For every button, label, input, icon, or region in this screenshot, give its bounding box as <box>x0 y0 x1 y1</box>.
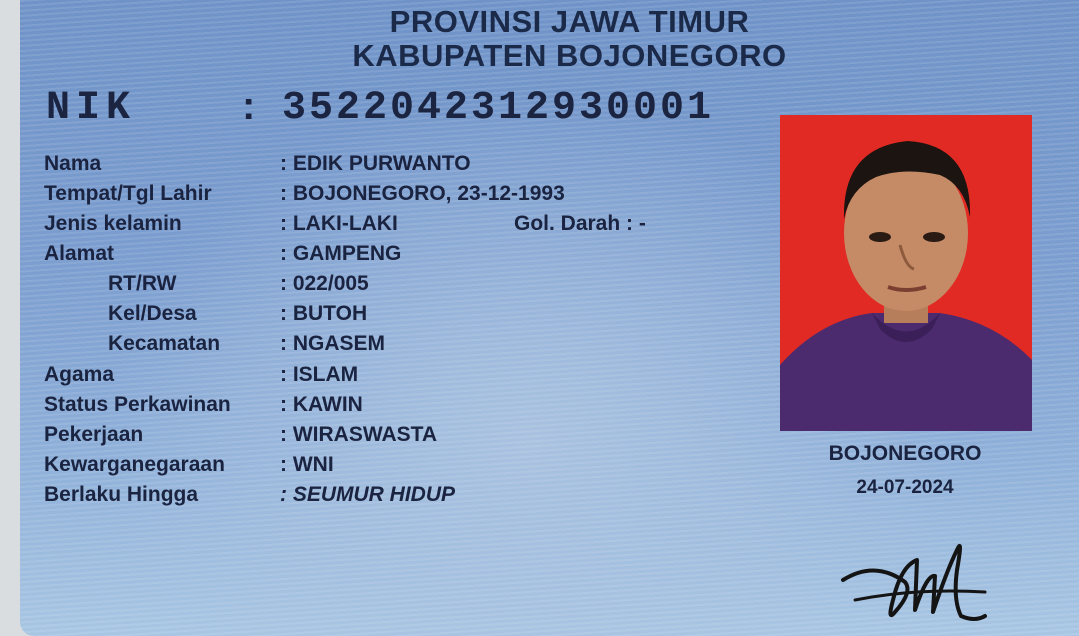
field-value: : LAKI-LAKI <box>280 212 398 235</box>
field-value: : WNI <box>280 453 334 476</box>
field-value: : KAWIN <box>280 393 363 416</box>
field-label: Tempat/Tgl Lahir <box>44 182 212 205</box>
field-value: : BOJONEGORO, 23-12-1993 <box>280 182 565 205</box>
field-label: Alamat <box>44 242 115 265</box>
signature-icon <box>835 530 995 625</box>
field-value: : 022/005 <box>280 272 369 295</box>
id-card <box>20 0 1079 636</box>
field-value: : SEUMUR HIDUP <box>280 483 456 506</box>
field-value: : BUTOH <box>280 302 368 325</box>
field-value: : WIRASWASTA <box>280 423 438 446</box>
nik-value: 3522042312930001 <box>282 86 715 131</box>
issue-date: 24-07-2024 <box>856 477 954 498</box>
field-label: Pekerjaan <box>44 423 144 446</box>
holder-photo <box>780 115 1032 431</box>
field-label: Agama <box>44 363 115 386</box>
field-label: Kel/Desa <box>108 302 197 325</box>
field-value: : EDIK PURWANTO <box>280 152 471 175</box>
issue-city: BOJONEGORO <box>828 442 982 465</box>
field-value: : ISLAM <box>280 363 359 386</box>
blood-type: Gol. Darah : - <box>514 212 646 235</box>
field-value: : GAMPENG <box>280 242 402 265</box>
field-label: RT/RW <box>108 272 177 295</box>
field-label: Jenis kelamin <box>44 212 182 235</box>
person-portrait-icon <box>780 115 1032 431</box>
field-label: Nama <box>44 152 102 175</box>
regency-title: KABUPATEN BOJONEGORO <box>352 38 787 73</box>
field-label: Berlaku Hingga <box>44 483 199 506</box>
field-label: Kecamatan <box>108 332 221 355</box>
field-label: Kewarganegaraan <box>44 453 225 476</box>
field-value: : NGASEM <box>280 332 385 355</box>
province-title: PROVINSI JAWA TIMUR <box>389 4 750 39</box>
nik-separator: : <box>242 84 256 128</box>
nik-label: NIK <box>46 86 137 131</box>
field-label: Status Perkawinan <box>44 393 231 416</box>
